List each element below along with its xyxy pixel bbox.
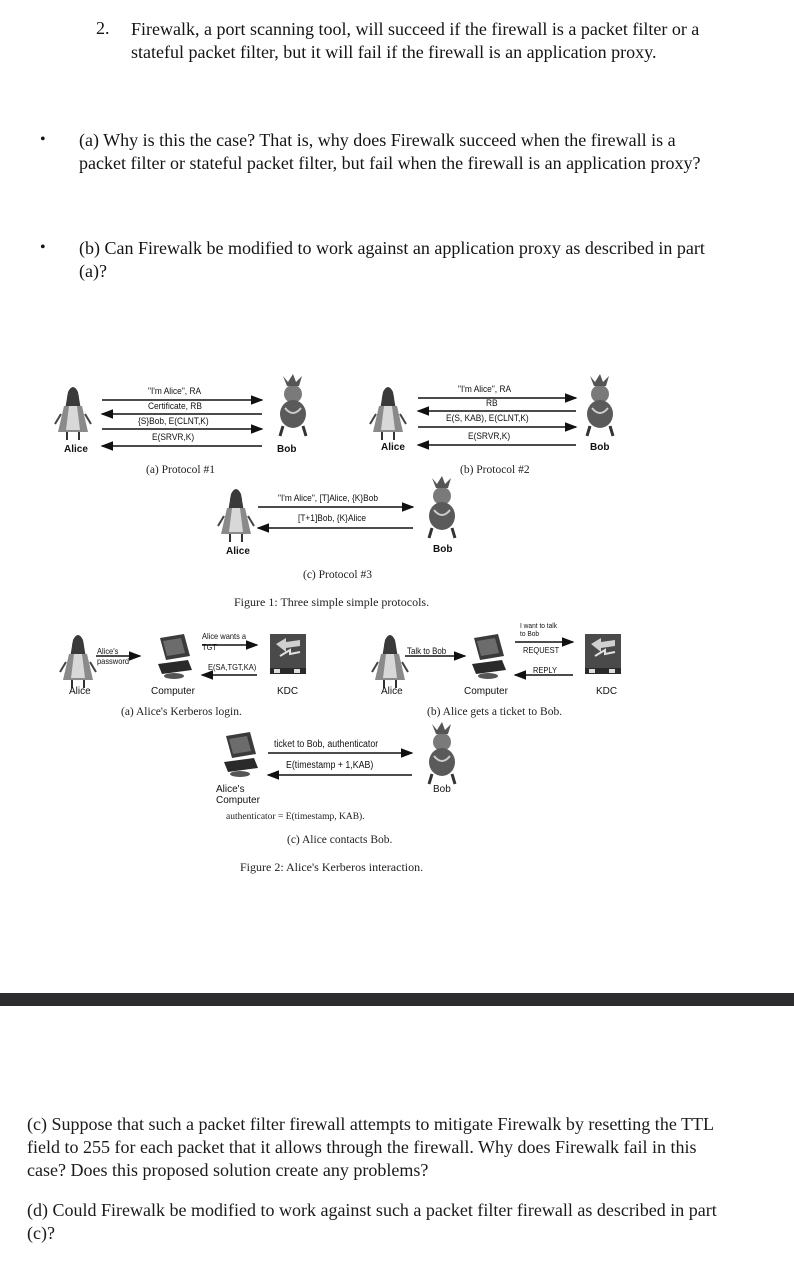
f2c-msg1: ticket to Bob, authenticator — [274, 739, 379, 750]
computer-figure-f2c — [224, 732, 258, 777]
alice-figure-p1 — [55, 387, 91, 440]
p3-msg1: "I'm Alice", [T]Alice, {K}Bob — [278, 493, 379, 504]
p3-bob-label: Bob — [433, 544, 453, 555]
p1-msg2: Certificate, RB — [148, 401, 202, 412]
page-divider — [0, 993, 794, 1006]
f2c-caption: (c) Alice contacts Bob. — [287, 834, 393, 846]
p1-bob-label: Bob — [277, 444, 297, 455]
p1-caption: (a) Protocol #1 — [146, 464, 215, 476]
figure1-caption: Figure 1: Three simple simple protocols. — [234, 595, 430, 609]
p2-msg1: "I'm Alice", RA — [458, 384, 512, 395]
kdc-figure-f2b — [585, 634, 621, 674]
f2a-alice-label: Alice — [69, 686, 91, 697]
bob-figure-f2c — [429, 722, 455, 784]
p2-bob-label: Bob — [590, 442, 610, 453]
p2-alice-label: Alice — [381, 442, 405, 453]
alice-figure-p3 — [218, 489, 254, 542]
f2c-note: authenticator = E(timestamp, KAB). — [226, 812, 365, 822]
bob-figure-p2 — [587, 374, 613, 436]
p1-alice-label: Alice — [64, 444, 88, 455]
f2c-computer-label: Alice's Computer — [216, 784, 260, 806]
bullet-a-marker: • — [40, 131, 46, 148]
p2-msg3: E(S, KAB), E(CLNT,K) — [446, 413, 529, 424]
f2a-tgt-request: Alice wants a TGT — [202, 631, 247, 652]
f2c-bob-label: Bob — [433, 784, 451, 795]
f2a-kdc-label: KDC — [277, 686, 299, 697]
p2-msg2: RB — [486, 398, 498, 409]
bullet-b-marker: • — [40, 239, 46, 256]
alice-figure-f2a — [60, 635, 96, 688]
p3-alice-label: Alice — [226, 546, 250, 557]
question-a-text: (a) Why is this the case? That is, why does Firewalk succeed when the firewall is a packet filter or stateful packet filter, but fail when the firewall is an application proxy? — [79, 130, 701, 173]
p3-caption: (c) Protocol #3 — [303, 569, 372, 581]
f2c-msg2: E(timestamp + 1,KAB) — [286, 760, 374, 771]
kdc-figure-f2a — [270, 634, 306, 674]
f2b-computer-label: Computer — [464, 686, 508, 697]
p1-msg4: E(SRVR,K) — [152, 432, 195, 443]
figures-drawing — [0, 360, 794, 860]
f2b-reply-label: REPLY — [533, 665, 557, 675]
question-number: 2. — [96, 18, 110, 38]
f2a-computer-label: Computer — [151, 686, 195, 697]
computer-figure-f2b — [472, 634, 506, 679]
question-c-text: (c) Suppose that such a packet filter firewall attempts to mitigate Firewalk by resetting the TTL field to 255 for each packet that it allows through the firewall. Why does Firewalk fail in this case? Does this proposed solution create any problems? — [27, 1114, 714, 1180]
p1-msg3: {S}Bob, E(CLNT,K) — [138, 416, 209, 427]
p2-caption: (b) Protocol #2 — [460, 464, 530, 476]
alice-figure-f2b — [372, 635, 408, 688]
f2a-caption: (a) Alice's Kerberos login. — [121, 706, 242, 718]
p1-msg1: "I'm Alice", RA — [148, 386, 202, 397]
figure2-caption: Figure 2: Alice's Kerberos interaction. — [240, 860, 424, 874]
f2a-password-label: Alice's password — [97, 646, 130, 666]
alice-figure-p2 — [370, 387, 406, 440]
f2b-request-label: REQUEST — [523, 645, 560, 655]
question-d-text: (d) Could Firewalk be modified to work against such a packet filter firewall as described in part (c)? — [27, 1200, 717, 1243]
computer-figure-f2a — [158, 634, 192, 679]
f2b-kdc-label: KDC — [596, 686, 618, 697]
bob-figure-p3 — [429, 476, 455, 538]
f2b-talk-label: Talk to Bob — [407, 646, 447, 656]
bob-figure-p1 — [280, 374, 306, 436]
f2b-alice-label: Alice — [381, 686, 403, 697]
f2a-tgt-reply: E(SA,TGT,KA) — [208, 662, 257, 672]
f2b-want-label: I want to talk to Bob — [520, 621, 558, 638]
f2b-caption: (b) Alice gets a ticket to Bob. — [427, 706, 563, 718]
question-b-text: (b) Can Firewalk be modified to work against an application proxy as described in part (a)? — [79, 238, 705, 281]
p3-msg2: [T+1]Bob, {K}Alice — [298, 513, 367, 524]
p2-msg4: E(SRVR,K) — [468, 431, 511, 442]
question-2-text: Firewalk, a port scanning tool, will succeed if the firewall is a packet filter or a stateful packet filter, but it will fail if the firewall is an application proxy. — [131, 19, 700, 62]
